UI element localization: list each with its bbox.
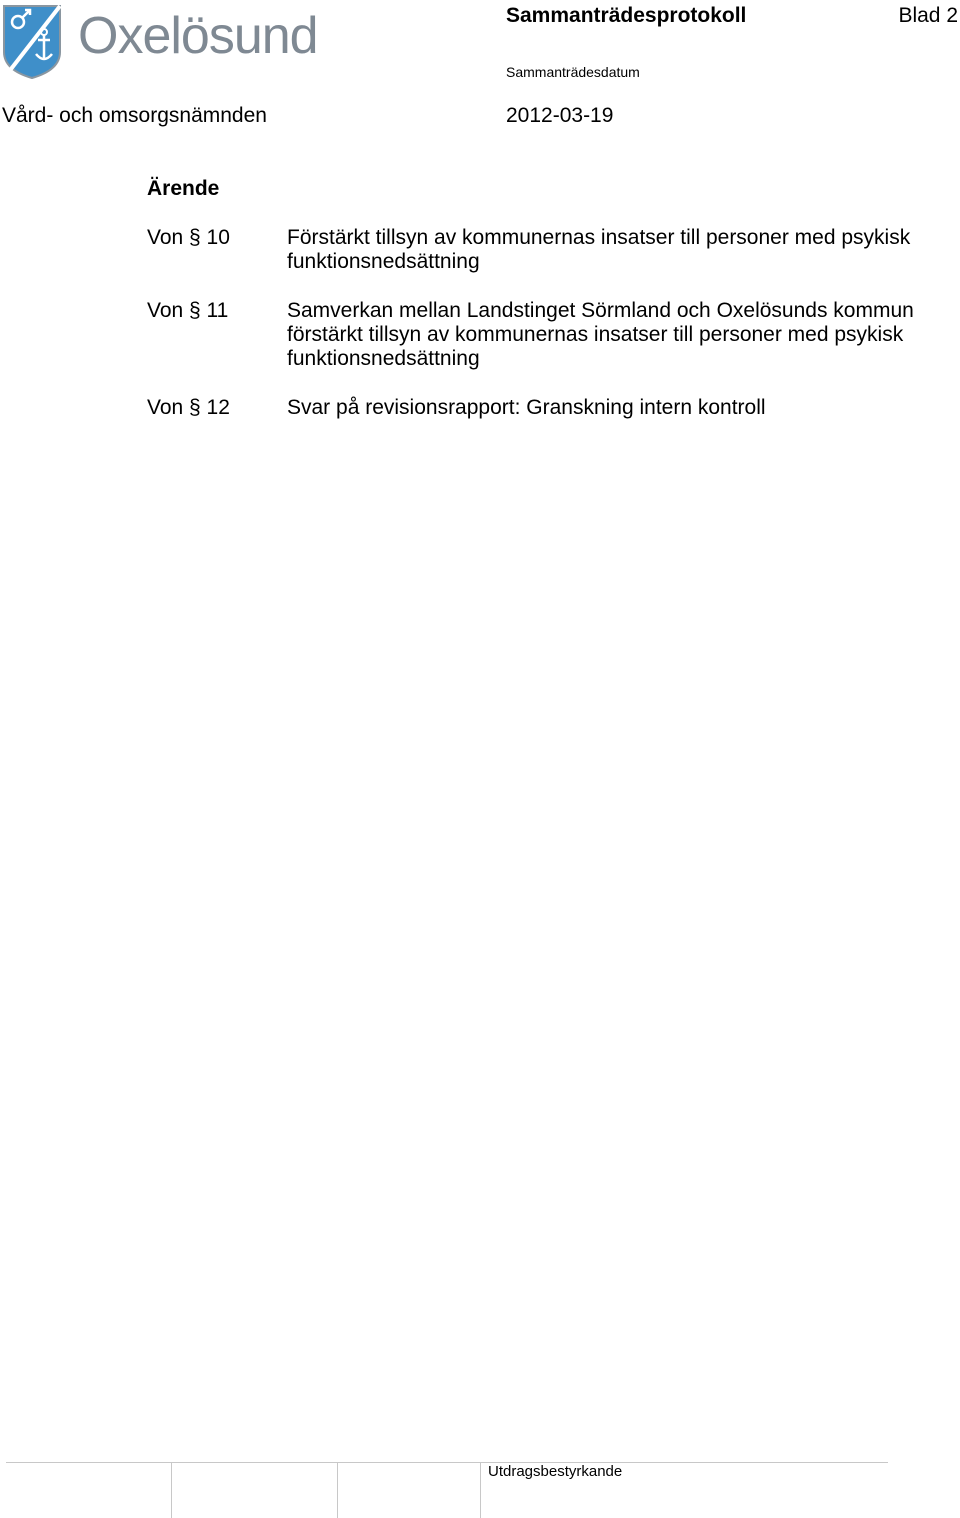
meeting-date: 2012-03-19 — [506, 104, 614, 127]
agenda-item-title — [287, 226, 947, 274]
agenda-item-line: Samverkan mellan Landstinget Sörmland och Oxelösunds kommun — [287, 299, 914, 322]
agenda-item-number: Von § 10 — [147, 226, 230, 249]
document-title: Sammanträdesprotokoll — [506, 4, 747, 27]
agenda-item-line: förstärkt tillsyn av kommunernas insatser till personer med psykisk — [287, 323, 904, 346]
agenda-item-line: funktionsnedsättning — [287, 250, 480, 273]
agenda-heading: Ärende — [147, 177, 220, 200]
agenda-item-title — [287, 396, 947, 420]
agenda-item-line: Svar på revisionsrapport: Granskning intern kontroll — [287, 396, 766, 419]
municipality-coat-of-arms-icon — [2, 4, 62, 80]
agenda-item-line: Förstärkt tillsyn av kommunernas insatser till personer med psykisk — [287, 226, 911, 249]
footer-signature-cell-divider — [480, 1463, 481, 1518]
agenda-item-number: Von § 12 — [147, 396, 230, 419]
footer-signature-cell-divider — [337, 1463, 338, 1518]
agenda-item-number: Von § 11 — [147, 299, 229, 322]
footer-signature-cell-divider — [171, 1463, 172, 1518]
agenda-item-line: funktionsnedsättning — [287, 347, 480, 370]
municipality-logo-wordmark: Oxelösund — [78, 7, 318, 65]
meeting-date-label: Sammanträdesdatum — [506, 64, 640, 80]
footer-rule — [6, 1462, 888, 1463]
sheet-number: Blad 2 — [898, 4, 958, 27]
committee-name: Vård- och omsorgsnämnden — [2, 104, 267, 127]
agenda-item-title — [287, 299, 947, 371]
certification-label: Utdragsbestyrkande — [488, 1463, 623, 1480]
